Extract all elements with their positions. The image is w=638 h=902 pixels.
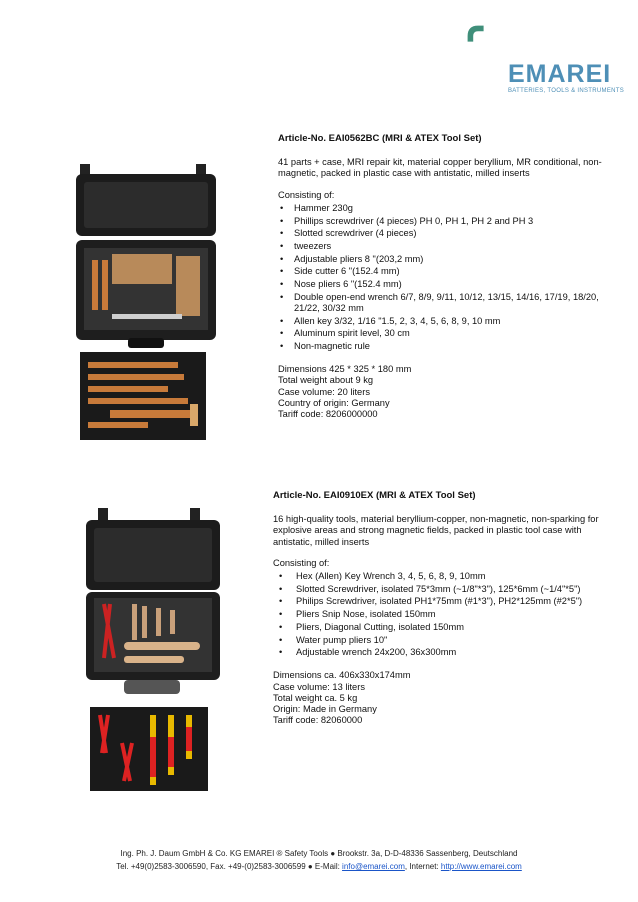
article-eai0562bc bbox=[278, 133, 608, 420]
article-description: 16 high-quality tools, material beryllium-copper, non-magnetic, non-sparking for explosive areas and strong magnetic fields, packed in plastic tool case with antistatic, milled inserts bbox=[273, 514, 599, 547]
list-item: • Slotted screwdriver (4 pieces) bbox=[280, 228, 417, 239]
tool-tray-image-2 bbox=[90, 707, 208, 791]
spec-weight: Total weight about 9 kg bbox=[278, 375, 374, 386]
footer-phone-fax: Tel. +49(0)2583-3006590, Fax. +49-(0)2583-3006599 ● E-Mail: bbox=[116, 862, 343, 871]
list-item: • Aluminum spirit level, 30 cm bbox=[280, 328, 410, 339]
item-list bbox=[278, 203, 608, 352]
emarei-logo-mark bbox=[466, 18, 526, 62]
spec-origin: Country of origin: Germany bbox=[278, 397, 390, 408]
logo-tagline: BATTERIES, TOOLS & INSTRUMENTS bbox=[508, 88, 625, 94]
list-item: • Pliers, Diagonal Cutting, isolated 150mm bbox=[279, 621, 464, 632]
list-item: • Adjustable pliers 8 "(203,2 mm) bbox=[280, 253, 424, 264]
consisting-label: Consisting of: bbox=[278, 189, 335, 200]
spec-volume: Case volume: 20 liters bbox=[278, 386, 370, 397]
spec-tariff: Tariff code: 82060000 bbox=[273, 715, 363, 726]
list-item: • Side cutter 6 "(152.4 mm) bbox=[280, 266, 400, 277]
spec-weight: Total weight ca. 5 kg bbox=[273, 692, 358, 703]
website-link[interactable]: http://www.emarei.com bbox=[440, 862, 522, 871]
spec-dimensions: Dimensions ca. 406x330x174mm bbox=[273, 670, 411, 681]
email-link[interactable]: info@emarei.com bbox=[342, 862, 405, 871]
logo-wordmark: EMAREI bbox=[508, 60, 612, 88]
tool-case-image-2 bbox=[84, 508, 224, 698]
article-eai0910ex bbox=[273, 490, 603, 726]
list-item: • Phillips screwdriver (4 pieces) PH 0, PH 1, PH 2 and PH 3 bbox=[280, 215, 534, 226]
list-item: • tweezers bbox=[280, 240, 332, 251]
list-item: • Non-magnetic rule bbox=[280, 341, 370, 352]
item-list bbox=[273, 571, 603, 658]
article-title: Article-No. EAI0562BC (MRI & ATEX Tool Set) bbox=[278, 133, 482, 144]
spec-dimensions: Dimensions 425 * 325 * 180 mm bbox=[278, 364, 412, 375]
footer-contact bbox=[0, 862, 638, 871]
list-item: • Slotted Screwdriver, isolated 75*3mm (~1/8"*3"), 125*6mm (~1/4"*5") bbox=[279, 583, 581, 594]
article-title: Article-No. EAI0910EX (MRI & ATEX Tool Set) bbox=[273, 490, 476, 501]
spec-origin: Origin: Made in Germany bbox=[273, 704, 377, 715]
consisting-label: Consisting of: bbox=[273, 557, 330, 568]
list-item: • Allen key 3/32, 1/16 "1.5, 2, 3, 4, 5, 6, 8, 9, 10 mm bbox=[280, 315, 501, 326]
list-item: • Hex (Allen) Key Wrench 3, 4, 5, 6, 8, 9, 10mm bbox=[279, 571, 486, 582]
list-item: • Hammer 230g bbox=[280, 202, 353, 213]
footer-internet-label: , Internet: bbox=[404, 862, 441, 871]
list-item: • Nose pliers 6 "(152.4 mm) bbox=[280, 279, 402, 290]
tool-case-image-1 bbox=[72, 160, 222, 350]
list-item: • Double open-end wrench 6/7, 8/9, 9/11, 10/12, 13/15, 14/16, 17/19, 18/20, 21/22, 30/32 mm bbox=[280, 291, 599, 313]
spec-tariff: Tariff code: 8206000000 bbox=[278, 409, 378, 420]
footer-address: Ing. Ph. J. Daum GmbH & Co. KG EMAREI ® Safety Tools ● Brookstr. 3a, D-D-48336 Sassenberg, Deutschland bbox=[120, 849, 518, 858]
tool-tray-image-1 bbox=[80, 352, 206, 440]
list-item: • Water pump pliers 10" bbox=[279, 634, 388, 645]
list-item: • Adjustable wrench 24x200, 36x300mm bbox=[279, 647, 457, 658]
spec-volume: Case volume: 13 liters bbox=[273, 681, 365, 692]
list-item: • Pliers Snip Nose, isolated 150mm bbox=[279, 609, 436, 620]
article-description: 41 parts + case, MRI repair kit, material copper beryllium, MR conditional, non-magnetic, packed in plastic case with antistatic, milled inserts bbox=[278, 157, 602, 179]
list-item: • Philips Screwdriver, isolated PH1*75mm (#1*3"), PH2*125mm (#2*5") bbox=[279, 596, 583, 607]
